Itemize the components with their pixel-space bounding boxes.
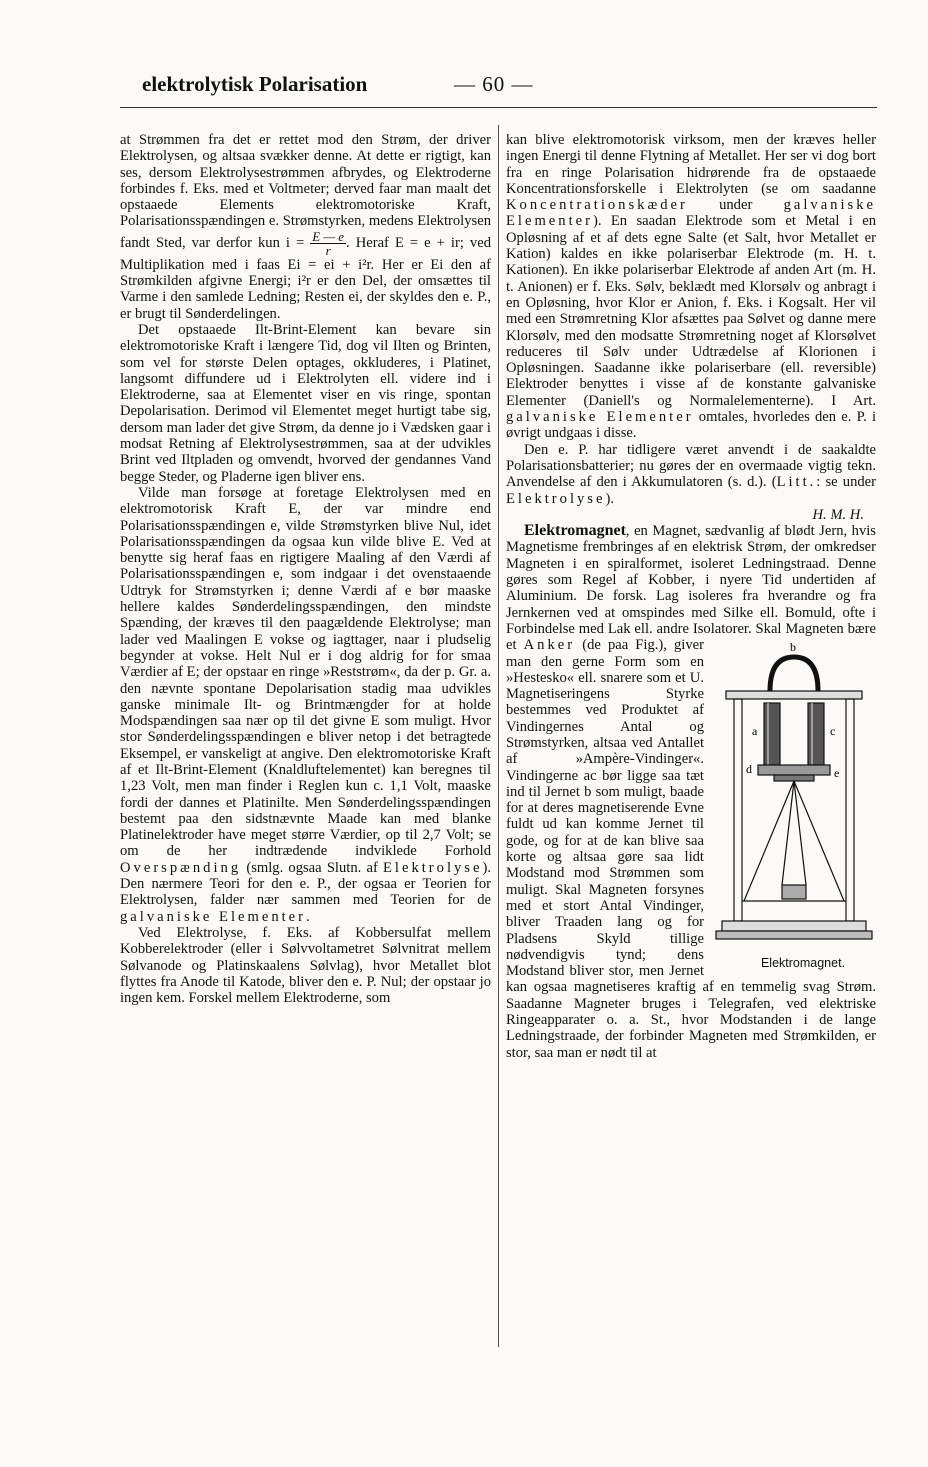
left-column: [120, 132, 491, 1006]
text-run: .: [306, 908, 310, 925]
paragraph: [120, 132, 491, 322]
fraction: [310, 230, 346, 257]
cross-reference: Elektrolyse: [383, 859, 483, 876]
text-run: (de paa Fig.), giver man den gerne Form som en »Hestesko« ell. snarere som et U. Magnetiseringens Styrke bestemmes ved Produktet af Vindingernes Antal og Strømstyrken, altsaa ved Antallet af »Ampère-Vindinger«. Vindingerne ac bør ligge saa tæt ind til Jernet b som muligt, baade for at deres magnetiserende Evne fuldt ud kan komme Jernet til gode, og for at de kan blive saa korte og altsaa gøre saa lidt Modstand mod Strømmen som muligt. Skal Magneten forsynes med et stort Antal Vindinger, bliver Traaden lang og for Pladsens Skyld tillige nødvendigvis tynd; dens Modstand bliver stor, men Jernet kan ogsaa magnetiseres kraftig af en temmelig svag Strøm. Saadanne Magneter bruges i Telegrafen, ved elektriske Ringeapparater o. a. St., hvor Modstanden i de lange Ledningstraade, der forbinder Magneten med Strømkilden, er stor, saa man er nødt til at: [506, 637, 876, 1061]
label-c: c: [830, 724, 836, 739]
cross-reference: Litt.: [776, 474, 817, 491]
text-run: . Heraf E = e + ir; ved Multiplikation med i faas Ei = ei + i²r. Her er Ei den af Strømkilden afgivne Energi; i²r er den Del, der omsættes til Varme i den samlede Ledning; Resten ei, der skyldes den e. P., er brugt til Sønderdelingen.: [120, 234, 491, 322]
text-run: kan blive elektromotorisk virksom, men der kræves heller ingen Energi til denne Flytning af Metallet. Her ser vi dog bort fra en ringe Polarisation hidrørende fra de opstaaede Koncentrationsforskelle i Elektrolyten (se om saadanne: [506, 132, 876, 197]
text-run: under: [719, 197, 753, 214]
text-run: at Strømmen fra det er rettet mod den Strøm, der driver Elektrolysen, og altsaa svækker denne. At dette er rigtigt, kan ses, dersom Elektrolysestrømmen afbrydes, og Elektroderne forbindes f. Eks. med et Voltmeter; derved faar man maalt det opstaaede Elements elektromotoriske Kraft, Polarisationsspændingen e. Strømstyrken, medens Elektrolysen fandt Sted, var derfor kun i =: [120, 132, 491, 251]
paragraph: Det opstaaede Ilt-Brint-Element kan bevare sin elektromotoriske Kraft i længere Tid, dog vil Ilten og Brinten, som vel for største Delen optages, okkluderes, i Platinet, langsomt diffundere ud i Elektrolyten ell. videre ind i Elektroderne, saa at Elementet viser en vis ringe, spontan Depolarisation. Derimod vil Elementet meget hurtigt tabe sig, dersom man lader det give Strøm, da denne jo i Vædsken gaar i modsat Retning af Elektrolysestrømmen, saa at der udvikles Brint ved Iltpladen og omvendt, hvorved der gendannes Vand begge Steder, og Pladerne igen bliver ens.: [120, 321, 491, 485]
cross-reference: galvaniske Elementer: [120, 908, 307, 925]
running-title: elektrolytisk Polarisation: [142, 72, 368, 96]
text-run: omtales, hvorledes den e. P. i øvrigt undgaas i disse.: [506, 409, 876, 442]
text-run: Vilde man forsøge at foretage Elektrolysen med en elektromotorisk Kraft E, der var mindre end Polarisationsspændingen e, vilde Strømstyrken blive Nul, idet Polarisationsspændingen da ogsaa kun vilde blive E. Ved at benytte sig heraf faas en rigtigere Maaling af den Værdi af Polarisationsspændingen e, som indgaar i det ovenstaaende Udtryk for Strømstyrken i; denne Værdi af e bør maaske hellere kaldes Sønderdelingsspændingen, den mindste Spænding, der kræves til den paagældende Elektrolyse; man lader ved Maalingen E vokse og iagttager, naar i pludselig begynder at vokse. Helt Nul er i dog aldrig for for smaa Værdier af E; der opstaar en ringe »Reststrøm«, da der p. Gr. a. den nævnte spontane Depolarisation stadig maa udvikles ganske minimale Ilt- og Brintmængder for at holde Modspændingen saa nær op til det givne E som muligt. Hvor stor Sønderdelingsspændingen e bliver netop i det betragtede Eksempel, er vanskeligt at angive. Den elektromotoriske Kraft af et Ilt-Brint-Element (Knaldluftelementet) kan beregnes til 1,23 Volt, men man finder i Reglen kun c. 1,1 Volt, maaske fordi der dannes et Platinilte. Men Sønderdelingsspændingen bestemt paa den sidstnævnte Maade kan med blanke Platinelektroder have meget større Værdier, op til 2,7 Volt; se om de her indtrædende indviklede Forhold: [120, 484, 491, 860]
label-a: a: [752, 724, 758, 739]
fraction-numerator: E — e: [312, 228, 345, 244]
right-column: [506, 132, 876, 1061]
label-e: e: [834, 766, 840, 781]
text-run: : se under: [816, 474, 876, 491]
cross-reference: Overspænding: [120, 859, 242, 876]
text-run: Den e. P. har tidligere været anvendt i de saakaldte Polarisationsbatterier; nu gøres der en overmaade vigtig tekn. Anvendelse af den i Akkumulatoren (s. d.). (: [506, 441, 876, 491]
label-b: b: [790, 640, 796, 655]
paragraph: [120, 485, 491, 925]
text-run: ).: [605, 490, 614, 507]
figure-elektromagnet: [712, 639, 876, 969]
label-d: d: [746, 762, 752, 777]
text-run: ). En saadan Elektrode som et Metal i en Opløsning af et af dets egne Salte (et Salt, hvor Metallet er Kation) kaldes en ikke polariserbar Elektrode (m. H. t. Kationen). En ikke polariserbar Elektrode af anden Art (m. H. t. Anionen) er f. Eks. Sølv, beklædt med Klorsølv og anbragt i en Opløsning, hvor Klor er Anion, f. Eks. i Kogsalt. Her vil med een Strømretning Klor afsættes paa Sølvet og danne mere Klorsølv, med den modsatte Strømretning noget af Klorsølvet reduceres til Sølv under Udtrædelse af Klorionen i Opløsningen. Saadanne ikke polariserbare (ell. reversible) Elektroder benyttes i visse af de konstante galvaniske Elementer (Daniell's og Normalelementerne). I Art.: [506, 213, 876, 409]
header-rule: [120, 107, 877, 108]
paragraph: [506, 523, 876, 1061]
page-number: — 60 —: [454, 72, 534, 96]
text-run: , en Magnet, sædvanlig af blødt Jern, hvis Magnetisme frembringes af en elektrisk Strøm, der omkredser Magneten i en spiralformet, isoleret Ledningstraad. Denne gøres som Regel af Kobber, i nyere Tid undertiden af Aluminium. De forsk. Lag isoleres fra hverandre og fra Jernkernen ved at omspindes med Silke ell. Bomuld, ofte i Forbindelse med Lak ell. andre Isolatorer. Skal Magneten bære et: [506, 523, 876, 654]
text-run: (smlg. ogsaa Slutn. af: [246, 859, 378, 876]
fraction-denominator: r: [325, 242, 331, 258]
cross-reference: galvaniske Elementer: [506, 197, 876, 230]
cross-reference: Anker: [523, 637, 576, 654]
entry-headword: Elektromagnet: [524, 522, 626, 540]
paragraph: Ved Elektrolyse, f. Eks. af Kobbersulfat mellem Kobberelektroder (eller i Sølvvoltametret Sølvnitrat mellem Sølvanode og Platinskaalens Sølvlag), hvor Metallet blot flyttes fra Anode til Katode, bliver den e. P. Nul; der opstaar jo ingen kem. Forskel mellem Elektroderne, som: [120, 924, 491, 1007]
cross-reference: Elektrolyse: [506, 490, 606, 507]
paragraph: [506, 442, 876, 523]
cross-reference: Koncentrationskæder: [506, 197, 688, 214]
cross-reference: galvaniske Elementer: [506, 409, 694, 426]
column-divider: [498, 125, 499, 1347]
author-signature: H. M. H.: [812, 506, 864, 523]
text-run: ). Den nærmere Teori for den e. P., der ogsaa er Teorien for Elektrolysen, falder nær sammen med Teorien for de: [120, 859, 491, 909]
page-header: [142, 72, 875, 102]
figure-labels: [712, 639, 876, 951]
figure-caption: Elektromagnet.: [760, 956, 846, 971]
paragraph: [506, 132, 876, 442]
